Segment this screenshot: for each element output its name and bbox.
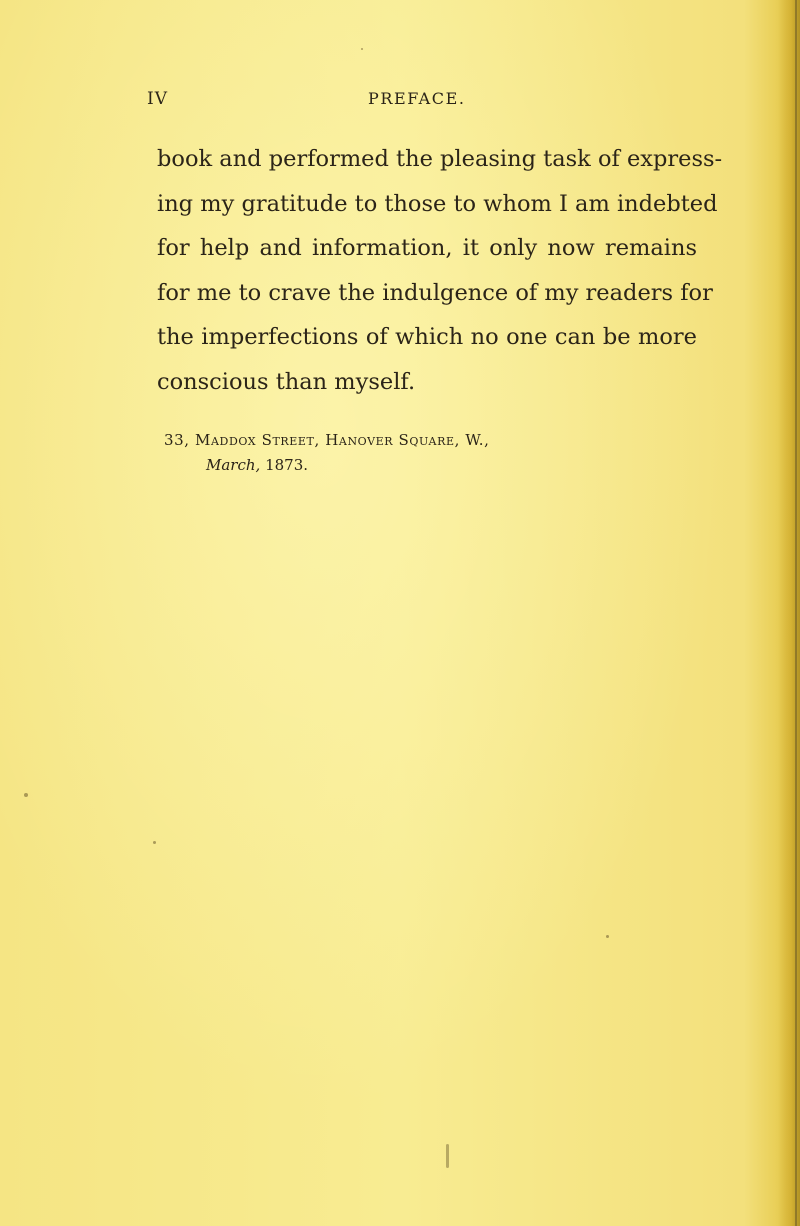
running-head: PREFACE. — [368, 89, 466, 108]
page-header — [0, 89, 800, 113]
signature-month: March, — [206, 456, 261, 474]
page-edge-line — [795, 0, 797, 1226]
paper-speck — [606, 935, 609, 938]
signature-block — [164, 431, 664, 474]
signature-year: 1873. — [265, 456, 309, 474]
text-line: book and performed the pleasing task of express- — [157, 146, 723, 172]
preface-paragraph — [157, 137, 723, 404]
text-line: the imperfections of which no one can be more — [157, 324, 697, 350]
paper-speck — [446, 1144, 449, 1168]
signature-date — [206, 456, 664, 474]
text-line: conscious than myself. — [157, 368, 416, 395]
paper-speck — [361, 48, 363, 50]
text-line: for me to crave the indulgence of my readers for — [157, 279, 713, 306]
paper-speck — [24, 793, 28, 797]
page-number: IV — [147, 89, 168, 109]
text-line: ing my gratitude to those to whom I am indebted — [157, 190, 718, 217]
signature-address: 33, Maddox Street, Hanover Square, W., — [164, 431, 490, 449]
paper-speck — [153, 841, 156, 844]
text-line: for help and information, it only now remains — [157, 235, 697, 261]
